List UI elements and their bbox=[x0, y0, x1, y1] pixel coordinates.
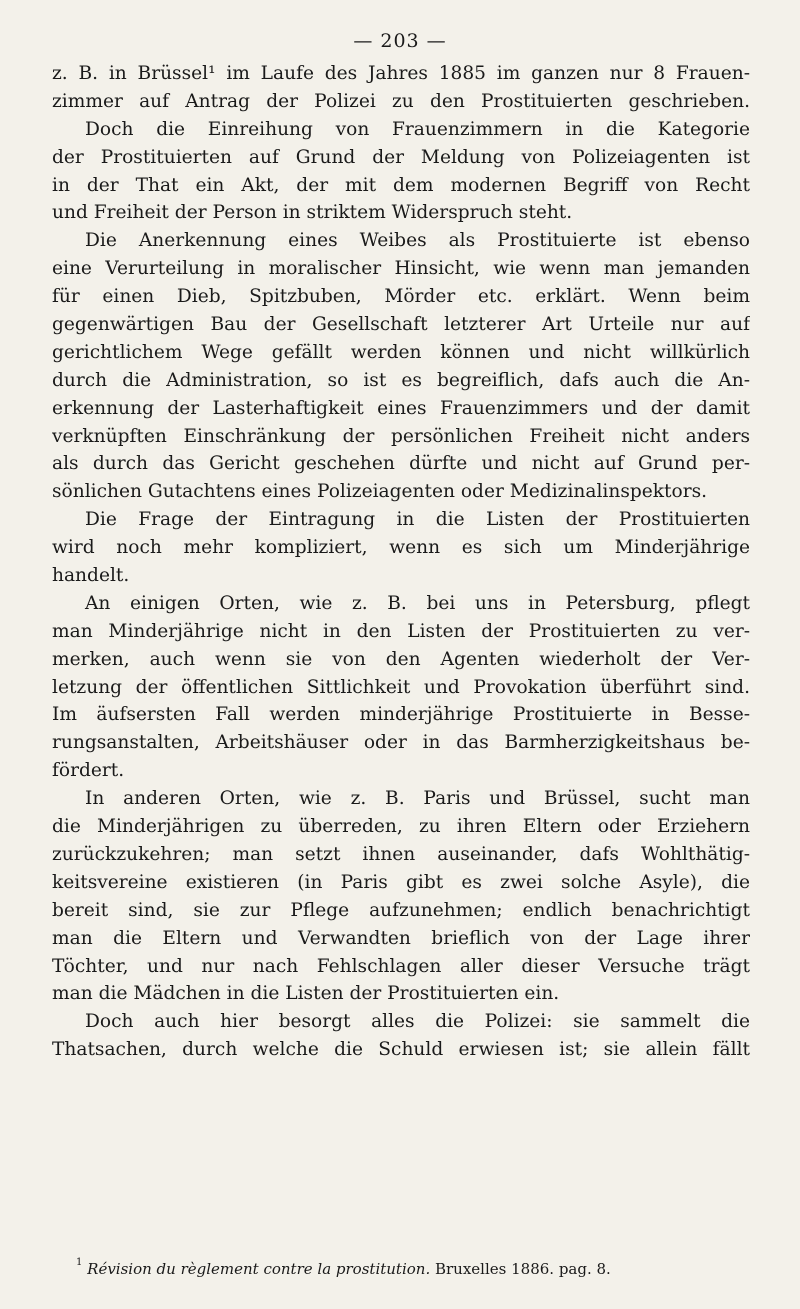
text-line: man die Mädchen in die Listen der Prostituierten ein. bbox=[52, 983, 560, 1005]
text-line: fördert. bbox=[52, 760, 125, 782]
text-line: letzung der öffentlichen Sittlichkeit und Provokation überführt sind. bbox=[52, 676, 750, 698]
text-line: man Minderjährige nicht in den Listen der Prostituierten zu ver- bbox=[52, 620, 750, 642]
text-line: gerichtlichem Wege gefällt werden können und nicht willkürlich bbox=[52, 341, 750, 363]
text-line: Im äufsersten Fall werden minderjährige Prostituierte in Besse- bbox=[52, 704, 750, 726]
body-text bbox=[52, 60, 750, 1064]
text-line: verknüpften Einschränkung der persönlichen Freiheit nicht anders bbox=[52, 425, 750, 447]
text-line: keitsvereine existieren (in Paris gibt es zwei solche Asyle), die bbox=[52, 871, 750, 893]
page-number: — 203 — bbox=[353, 30, 447, 52]
text-line: in der That ein Akt, der mit dem modernen Begriff von Recht bbox=[52, 174, 750, 196]
text-line: die Minderjährigen zu überreden, zu ihren Eltern oder Erziehern bbox=[52, 816, 750, 838]
text-line: Doch die Einreihung von Frauenzimmern in die Kategorie bbox=[85, 118, 750, 140]
footnote-rest: Bruxelles 1886. pag. 8. bbox=[430, 1260, 611, 1278]
text-line: z. B. in Brüssel¹ im Laufe des Jahres 1885 im ganzen nur 8 Frauen- bbox=[52, 63, 750, 84]
text-line: durch die Administration, so ist es begreiflich, dafs auch die An- bbox=[52, 369, 750, 391]
text-line: der Prostituierten auf Grund der Meldung von Polizeiagenten ist bbox=[52, 146, 750, 168]
text-line: rungsanstalten, Arbeitshäuser oder in das Barmherzigkeitshaus be- bbox=[52, 732, 750, 754]
text-line: An einigen Orten, wie z. B. bei uns in Petersburg, pflegt bbox=[85, 592, 750, 614]
footnote bbox=[76, 1257, 756, 1278]
text-line: für einen Dieb, Spitzbuben, Mörder etc. erklärt. Wenn beim bbox=[52, 286, 750, 308]
text-line: bereit sind, sie zur Pflege aufzunehmen; endlich benachrichtigt bbox=[52, 899, 750, 921]
text-line: Töchter, und nur nach Fehlschlagen aller dieser Versuche trägt bbox=[52, 955, 750, 977]
text-line: und Freiheit der Person in striktem Widerspruch steht. bbox=[52, 202, 573, 224]
text-line: Doch auch hier besorgt alles die Polizei: sie sammelt die bbox=[85, 1011, 750, 1033]
text-line: als durch das Gericht geschehen dürfte und nicht auf Grund per- bbox=[52, 453, 750, 475]
text-line: Die Frage der Eintragung in die Listen der Prostituierten bbox=[85, 509, 750, 531]
text-line: In anderen Orten, wie z. B. Paris und Brüssel, sucht man bbox=[85, 788, 750, 810]
text-line: zurückzukehren; man setzt ihnen auseinander, dafs Wohlthätig- bbox=[52, 843, 750, 865]
text-line: eine Verurteilung in moralischer Hinsicht, wie wenn man jemanden bbox=[52, 258, 750, 280]
text-line: zimmer auf Antrag der Polizei zu den Prostituierten geschrieben. bbox=[52, 90, 750, 112]
text-line: merken, auch wenn sie von den Agenten wiederholt der Ver- bbox=[52, 648, 750, 670]
text-line: man die Eltern und Verwandten brieflich von der Lage ihrer bbox=[52, 927, 750, 949]
text-line: wird noch mehr kompliziert, wenn es sich um Minderjährige bbox=[52, 537, 750, 559]
text-line: handelt. bbox=[52, 565, 130, 587]
text-line: erkennung der Lasterhaftigkeit eines Frauenzimmers und der damit bbox=[52, 397, 750, 419]
footnote-marker: 1 bbox=[76, 1257, 83, 1268]
footnote-title: Révision du règlement contre la prostitution. bbox=[87, 1260, 431, 1278]
text-line: Die Anerkennung eines Weibes als Prostituierte ist ebenso bbox=[85, 230, 750, 252]
text-line: sönlichen Gutachtens eines Polizeiagenten oder Medizinalinspektors. bbox=[52, 481, 708, 503]
text-line: gegenwärtigen Bau der Gesellschaft letzterer Art Urteile nur auf bbox=[52, 314, 750, 336]
text-line: Thatsachen, durch welche die Schuld erwiesen ist; sie allein fällt bbox=[52, 1039, 750, 1061]
